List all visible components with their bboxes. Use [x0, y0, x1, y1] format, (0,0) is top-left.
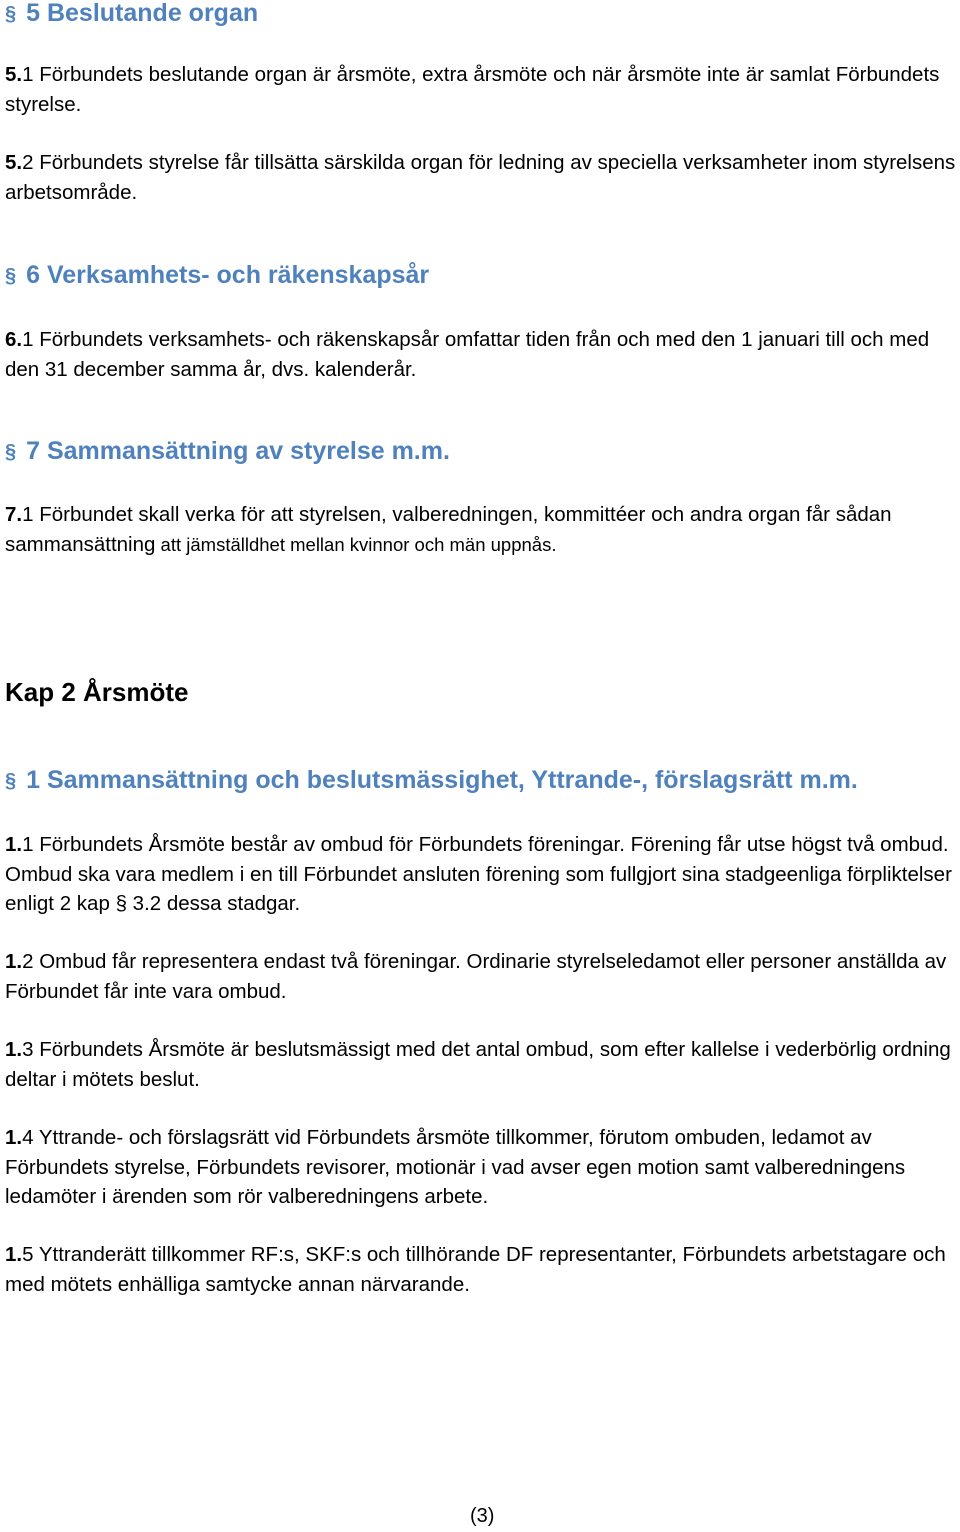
paragraph-number: 5. — [5, 63, 23, 86]
kap2-section-1-heading — [5, 765, 858, 795]
paragraph-1-3 — [5, 1035, 960, 1094]
section-sign-icon: § — [5, 441, 17, 463]
paragraph-1-5 — [5, 1240, 960, 1299]
paragraph-number-suffix: 5 — [22, 1243, 34, 1266]
paragraph-6-1 — [5, 325, 960, 384]
section-5-heading — [5, 0, 258, 28]
paragraph-5-2 — [5, 148, 960, 207]
section-5-title: 5 Beslutande organ — [26, 0, 259, 27]
paragraph-number: 1. — [5, 833, 23, 856]
paragraph-7-1 — [5, 500, 960, 559]
paragraph-text: Förbundets beslutande organ är årsmöte, extra årsmöte och när årsmöte inte är samlat Förbundets styrelse. — [5, 63, 940, 116]
paragraph-1-2 — [5, 947, 960, 1006]
paragraph-text-small: att jämställdhet mellan kvinnor och män uppnås. — [155, 533, 557, 555]
section-7-heading — [5, 436, 450, 466]
paragraph-text: Förbundets styrelse får tillsätta särskilda organ för ledning av speciella verksamheter inom styrelsens arbetsområde. — [5, 151, 956, 204]
paragraph-text: Yttrande- och förslagsrätt vid Förbundets årsmöte tillkommer, förutom ombuden, ledamot av Förbundets styrelse, Förbundets revisorer, motionär i vad avser egen motion samt valberedningens ledamöter i ärenden som rör valberedningens arbete. — [5, 1126, 906, 1208]
paragraph-number: 1. — [5, 950, 23, 973]
paragraph-text: Yttranderätt tillkommer RF:s, SKF:s och tillhörande DF representanter, Förbundets arbetstagare och med mötets enhälliga samtycke annan närvarande. — [5, 1243, 946, 1296]
paragraph-text: Förbundets verksamhets- och räkenskapsår omfattar tiden från och med den 1 januari till och med den 31 december samma år, dvs. kalenderår. — [5, 328, 930, 381]
section-reference-sign: § — [115, 892, 127, 915]
chapter-title: Kap 2 Årsmöte — [5, 677, 189, 707]
section-6-heading — [5, 260, 429, 290]
paragraph-1-1 — [5, 830, 960, 919]
paragraph-number-suffix: 2 — [22, 151, 34, 174]
paragraph-number: 1. — [5, 1126, 23, 1149]
paragraph-number: 6. — [5, 328, 23, 351]
section-sign-icon: § — [5, 265, 17, 287]
paragraph-number: 7. — [5, 503, 23, 526]
paragraph-1-4 — [5, 1123, 960, 1212]
section-6-title: 6 Verksamhets- och räkenskapsår — [26, 261, 430, 289]
section-sign-icon: § — [5, 3, 17, 25]
paragraph-text: Förbundet skall verka för att styrelsen, valberedningen, kommittéer och andra organ får sådan sammansättning — [5, 503, 892, 556]
paragraph-number-suffix: 1 — [22, 63, 34, 86]
paragraph-number: 1. — [5, 1243, 23, 1266]
paragraph-text-end: 3.2 dessa stadgar. — [126, 892, 301, 915]
paragraph-text: Förbundets Årsmöte består av ombud för Förbundets föreningar. Förening får utse högst två ombud. Ombud ska vara medlem i en till Förbundet ansluten förening som fullgjort sina stadgeenliga förpliktelser enligt 2 kap — [5, 833, 952, 915]
paragraph-number: 1. — [5, 1038, 23, 1061]
paragraph-number-suffix: 1 — [22, 328, 34, 351]
section-sign-icon: § — [5, 770, 17, 792]
paragraph-number-suffix: 2 — [22, 950, 34, 973]
paragraph-number-suffix: 1 — [22, 833, 34, 856]
paragraph-text: Förbundets Årsmöte är beslutsmässigt med det antal ombud, som efter kallelse i vederbörlig ordning deltar i mötets beslut. — [5, 1038, 951, 1091]
paragraph-number-suffix: 3 — [22, 1038, 34, 1061]
kap2-section-1-title: 1 Sammansättning och beslutsmässighet, Yttrande-, förslagsrätt m.m. — [26, 766, 858, 794]
section-7-title: 7 Sammansättning av styrelse m.m. — [26, 437, 450, 465]
paragraph-number-suffix: 4 — [22, 1126, 34, 1149]
paragraph-number-suffix: 1 — [22, 503, 34, 526]
page-number: (3) — [470, 1505, 495, 1527]
paragraph-number: 5. — [5, 151, 23, 174]
paragraph-5-1 — [5, 60, 960, 119]
paragraph-text: Ombud får representera endast två föreningar. Ordinarie styrelseledamot eller personer anställda av Förbundet får inte vara ombud. — [5, 950, 947, 1003]
